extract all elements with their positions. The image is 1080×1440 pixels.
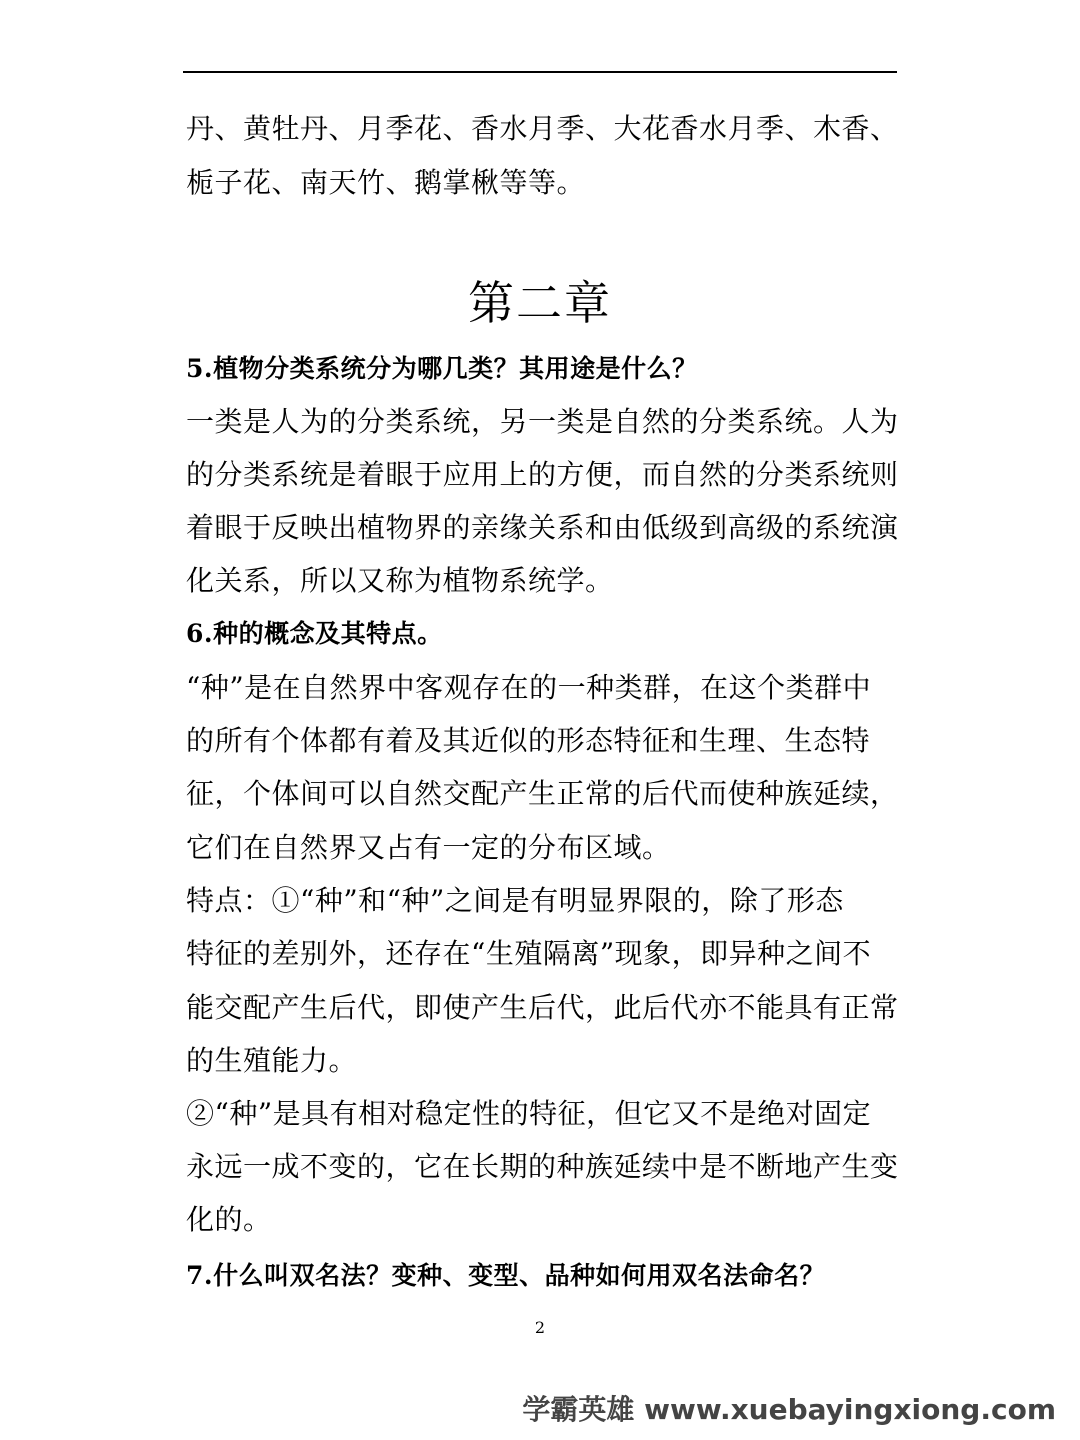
- chapter-title: 第二章: [468, 276, 612, 330]
- question-5-title: 5.植物分类系统分为哪几类？其用途是什么？: [186, 354, 698, 383]
- intro-line-2: 栀子花、南天竹、鹅掌楸等等。: [186, 166, 586, 199]
- question-6-title: 6.种的概念及其特点。: [186, 619, 443, 648]
- q6-line-5: 特点：①“种”和“种”之间是有明显界限的，除了形态: [186, 884, 844, 917]
- q5-line-3: 着眼于反映出植物界的亲缘关系和由低级到高级的系统演: [186, 511, 899, 544]
- q6-line-10: 永远一成不变的，它在长期的种族延续中是不断地产生变: [186, 1150, 899, 1183]
- q6-line-2: 的所有个体都有着及其近似的形态特征和生理、生态特: [186, 724, 871, 757]
- q5-line-2: 的分类系统是着眼于应用上的方便，而自然的分类系统则: [186, 458, 899, 491]
- q5-line-4: 化关系，所以又称为植物系统学。: [186, 564, 614, 597]
- q5-line-1: 一类是人为的分类系统，另一类是自然的分类系统。人为: [186, 405, 899, 438]
- page-number: 2: [534, 1318, 546, 1337]
- watermark: 学霸英雄 www.xuebayingxiong.com: [522, 1393, 1056, 1426]
- header-rule: [183, 71, 897, 73]
- q6-line-8: 的生殖能力。: [186, 1044, 358, 1077]
- q6-line-3: 征，个体间可以自然交配产生正常的后代而使种族延续，: [186, 777, 899, 810]
- q6-line-9: ②“种”是具有相对稳定性的特征，但它又不是绝对固定: [186, 1097, 872, 1130]
- q6-line-1: “种”是在自然界中客观存在的一种类群，在这个类群中: [186, 671, 872, 704]
- q6-line-4: 它们在自然界又占有一定的分布区域。: [186, 831, 671, 864]
- q6-line-6: 特征的差别外，还存在“生殖隔离”现象，即异种之间不: [186, 937, 872, 970]
- q6-line-11: 化的。: [186, 1203, 272, 1236]
- intro-line-1: 丹、黄牡丹、月季花、香水月季、大花香水月季、木香、: [186, 112, 899, 145]
- q6-line-7: 能交配产生后代，即使产生后代，此后代亦不能具有正常: [186, 991, 899, 1024]
- question-7-title: 7.什么叫双名法？变种、变型、品种如何用双名法命名？: [186, 1261, 826, 1290]
